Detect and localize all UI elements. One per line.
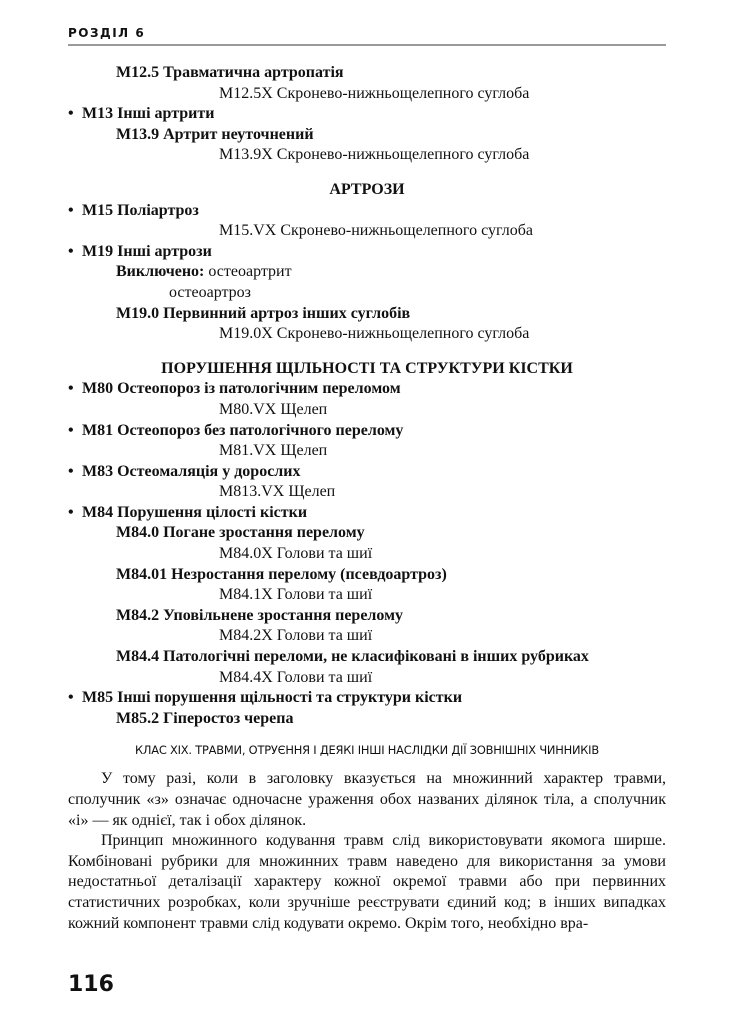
bullet-icon: • [68,421,74,439]
detail-entry [68,544,666,565]
subcode-entry [68,647,666,668]
entry-text: Поліартроз [117,201,199,219]
spacer [68,166,666,180]
excluded-item: остеоартроз [169,283,251,301]
bullet-icon: • [68,503,74,521]
bullet-entry [68,421,666,442]
bullet-entry [68,201,666,222]
bullet-icon: • [68,201,74,219]
bullet-entry [68,503,666,524]
detail-entry [68,626,666,647]
entry-code: M19.0X [219,325,273,343]
bullet-icon: • [68,242,74,260]
entry-text: Незростання перелому (псевдоартроз) [171,565,447,583]
entry-text: Скронево-нижньощелепного суглоба [280,222,533,240]
page-content [68,63,666,934]
section-heading: ПОРУШЕННЯ ЩІЛЬНОСТІ ТА СТРУКТУРИ КІСТКИ [161,359,573,377]
entry-code: M813.VX [219,483,285,501]
entry-code: M84.4 [116,648,160,666]
detail-entry [68,221,666,242]
bullet-entry [68,242,666,263]
entry-code: M84 [82,503,114,521]
subcode-entry [68,709,666,730]
bullet-icon: • [68,689,74,707]
entry-code: M84.2 [116,606,160,624]
entry-text: Щелеп [288,483,336,501]
subcode-entry [68,304,666,325]
entry-text: Інші порушення щільності та структури кістки [117,689,463,707]
subcode-entry [68,523,666,544]
entry-code: M15.VX [219,222,277,240]
entry-text: Погане зростання перелому [163,524,365,542]
entry-text: Уповільнене зростання перелому [163,606,403,624]
page-number: 116 [68,972,114,997]
entry-code: M13.9 [116,125,160,143]
subcode-entry [68,565,666,586]
entry-code: M81.VX [219,442,277,460]
entry-code: M15 [82,201,114,219]
entry-code: M13.9X [219,146,273,164]
entry-code: M84.0 [116,524,160,542]
entry-code: M12.5X [219,84,273,102]
bullet-entry [68,462,666,483]
entry-text: Щелеп [280,400,328,418]
entry-code: M84.01 [116,565,168,583]
excluded-row [68,262,666,283]
entry-code: M85 [82,689,114,707]
spacer [68,345,666,359]
excluded-label: Виключено: [116,263,209,281]
entry-text: Скронево-нижньощелепного суглоба [276,84,530,102]
detail-entry [68,84,666,105]
entry-text: Скронево-нижньощелепного суглоба [276,146,530,164]
entry-text: Порушення цілості кістки [117,503,308,521]
detail-entry [68,585,666,606]
entry-text: Остеопороз без патологічного перелому [117,421,404,439]
entry-text: Артрит неуточнений [163,125,314,143]
entry-text: Гіперостоз черепа [163,709,294,727]
entry-code: M81 [82,421,114,439]
running-head: РОЗДІЛ 6 [68,26,146,40]
classification-list [68,63,666,729]
detail-entry [68,482,666,503]
entry-text: Голови та шиї [276,627,373,645]
detail-entry [68,324,666,345]
entry-text: Скронево-нижньощелепного суглоба [276,325,530,343]
bullet-entry [68,104,666,125]
entry-code: M12.5 [116,64,160,81]
bullet-icon: • [68,462,74,480]
body-paragraph: У тому разі, коли в заголовку вказується на множинний характер травми, сполучник «з» означає одночасне ураження обох названих ділянок тіла, а сполучник «і» — як однієї, так і обох ділянок. [68,770,666,829]
entry-text: Первинний артроз інших суглобів [163,304,411,322]
bullet-entry [68,379,666,400]
entry-text: Інші артрити [117,105,215,123]
class-heading: КЛАС XIX. ТРАВМИ, ОТРУЄННЯ І ДЕЯКІ ІНШІ НАСЛІДКИ ДІЇ ЗОВНІШНІХ ЧИННИКІВ [135,743,599,758]
entry-text: Щелеп [280,442,328,460]
bullet-icon: • [68,105,74,123]
entry-code: M13 [82,105,114,123]
entry-text: Патологічні переломи, не класифіковані в інших рубриках [163,648,589,666]
detail-entry [68,145,666,166]
bullet-entry [68,688,666,709]
header-rule [68,44,666,46]
entry-code: M85.2 [116,709,160,727]
entry-text: Голови та шиї [276,545,373,563]
detail-entry [68,668,666,689]
entry-text: Травматична артропатія [163,64,344,81]
section-heading: АРТРОЗИ [329,180,405,198]
entry-text: Інші артрози [117,242,212,260]
entry-code: M83 [82,462,114,480]
detail-entry [68,400,666,421]
entry-code: M80.VX [219,400,277,418]
entry-code: M19.0 [116,304,160,322]
entry-code: M80 [82,380,114,398]
entry-code: M84.2X [219,627,273,645]
entry-text: Остеопороз із патологічним переломом [117,380,401,398]
subcode-entry [68,63,666,84]
entry-code: M84.4X [219,668,273,686]
subcode-entry [68,125,666,146]
entry-code: M19 [82,242,114,260]
subcode-entry [68,606,666,627]
excluded-item: остеоартрит [208,263,292,281]
entry-text: Остеомаляція у дорослих [117,462,301,480]
entry-code: M84.0X [219,545,273,563]
entry-code: M84.1X [219,586,273,604]
entry-text: Голови та шиї [276,668,373,686]
bullet-icon: • [68,380,74,398]
detail-entry [68,441,666,462]
entry-text: Голови та шиї [276,586,373,604]
body-paragraph: Принцип множинного кодування травм слід використовувати якомога ширше. Комбіновані рубрики для множинних травм наведено для використання за умови недостатньої деталізації характеру кожної окремої травми або при первинних статистичних розробках, коли зручніше реєструвати єдиний код; в інших випадках кожний компонент травми слід кодувати окремо. Окрім того, необхідно вра- [68,832,666,932]
